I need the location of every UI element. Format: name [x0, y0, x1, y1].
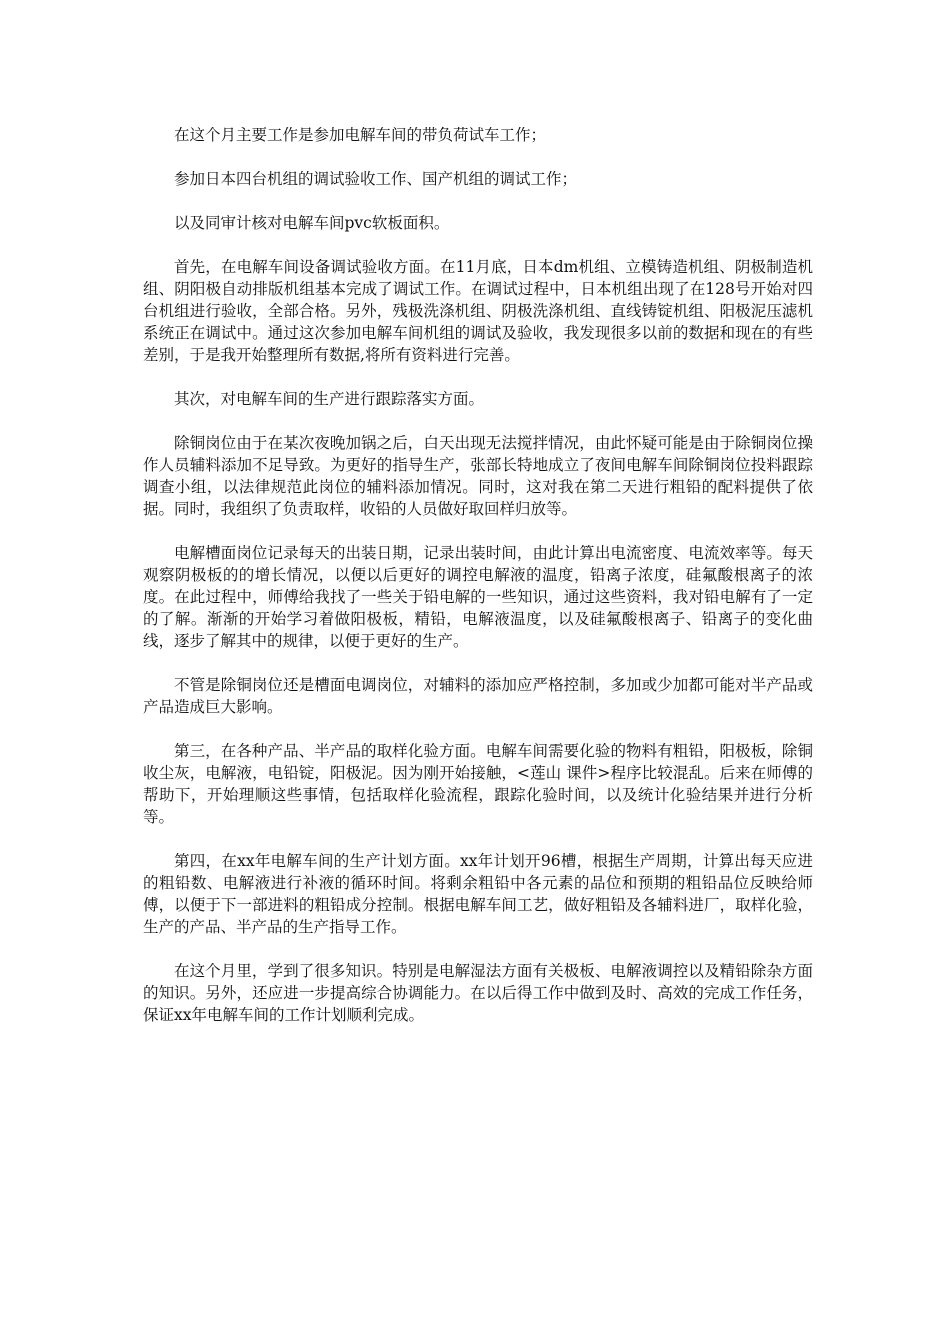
- paragraph-production-tracking-heading: 其次，对电解车间的生产进行跟踪落实方面。: [174, 390, 485, 408]
- paragraph-copper-removal: 除铜岗位由于在某次夜晚加锅之后，白天出现无法搅拌情况，由此怀疑可能是由于除铜岗位操作人员辅料添加不足导致。为更好的指导生产，张部长特地成立了夜间电解车间除铜岗位投料跟踪调查小组，以法律规范此岗位的辅料添加情况。同时，这对我在第二天进行粗铅的配料提供了依据。同时，我组织了负责取样，收铅的人员做好取回样归放等。: [143, 434, 813, 518]
- paragraph-intro-1: 在这个月主要工作是参加电解车间的带负荷试车工作；: [174, 126, 547, 144]
- paragraph-production-plan: 第四，在xx年电解车间的生产计划方面。xx年计划开96槽，根据生产周期，计算出每天应进的粗铅数、电解液进行补液的循环时间。将剩余粗铅中各元素的品位和预期的粗铅品位反映给师傅，以便于下一部进料的粗铅成分控制。根据电解车间工艺，做好粗铅及各辅料进厂，取样化验，生产的产品、半产品的生产指导工作。: [143, 852, 813, 936]
- paragraph-additive-control: 不管是除铜岗位还是槽面电调岗位，对辅料的添加应严格控制，多加或少加都可能对半产品或产品造成巨大影响。: [143, 676, 813, 716]
- paragraph-equipment-acceptance: 首先，在电解车间设备调试验收方面。在11月底，日本dm机组、立模铸造机组、阴极制造机组、阴阳极自动排版机组基本完成了调试工作。在调试过程中，日本机组出现了在128号开始对四台机组进行验收，全部合格。另外，残极洗涤机组、阴极洗涤机组、直线铸锭机组、阳极泥压滤机系统正在调试中。通过这次参加电解车间机组的调试及验收，我发现很多以前的数据和现在的有些差别，于是我开始整理所有数据,将所有资料进行完善。: [143, 258, 813, 364]
- document-body: [143, 124, 813, 1048]
- paragraph-summary: 在这个月里，学到了很多知识。特别是电解湿法方面有关极板、电解液调控以及精铅除杂方面的知识。另外，还应进一步提高综合协调能力。在以后得工作中做到及时、高效的完成工作任务，保证xx年电解车间的工作计划顺利完成。: [143, 962, 813, 1024]
- paragraph-cell-surface: 电解槽面岗位记录每天的出装日期，记录出装时间，由此计算出电流密度、电流效率等。每天观察阴极板的的增长情况，以便以后更好的调控电解液的温度，铅离子浓度，硅氟酸根离子的浓度。在此过程中，师傅给我找了一些关于铅电解的一些知识，通过这些资料，我对铅电解有了一定的了解。渐渐的开始学习着做阳极板，精铅，电解液温度，以及硅氟酸根离子、铅离子的变化曲线，逐步了解其中的规律，以便于更好的生产。: [143, 544, 813, 650]
- paragraph-intro-2: 参加日本四台机组的调试验收工作、国产机组的调试工作；: [174, 170, 578, 188]
- paragraph-intro-3: 以及同审计核对电解车间pvc软板面积。: [174, 214, 450, 232]
- paragraph-sampling-assay: 第三，在各种产品、半产品的取样化验方面。电解车间需要化验的物料有粗铅，阳极板，除铜收尘灰，电解液，电铅锭，阳极泥。因为刚开始接触，<莲山 课件>程序比较混乱。后来在师傅的帮助下，开始理顺这些事情，包括取样化验流程，跟踪化验时间，以及统计化验结果并进行分析等。: [143, 742, 813, 826]
